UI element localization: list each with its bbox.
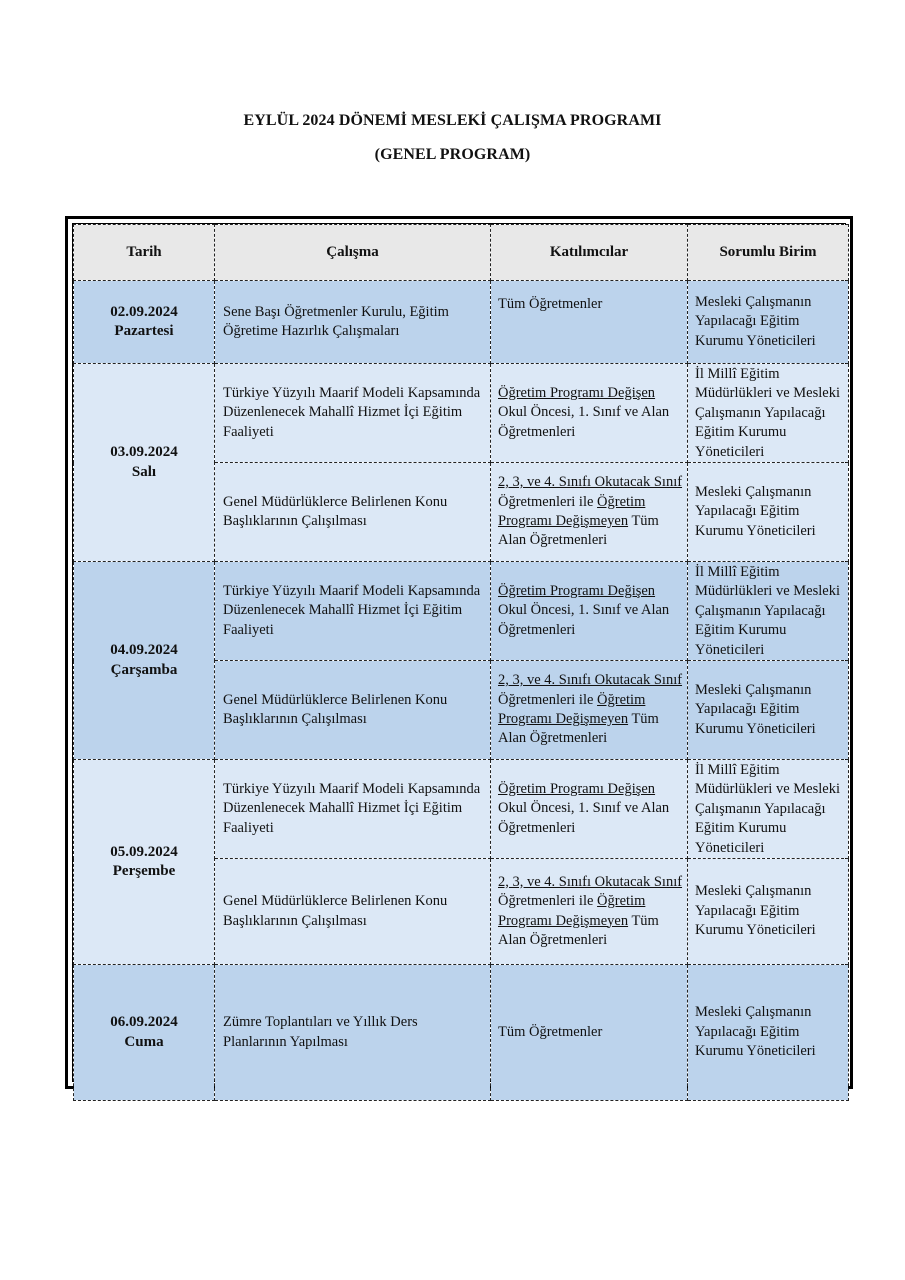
day-name: Cuma <box>124 1033 164 1050</box>
program-table-inner-frame <box>72 223 846 1082</box>
day-name: Çarşamba <box>110 661 178 678</box>
work-cell: Türkiye Yüzyılı Maarif Modeli Kapsamında Düzenlenecek Mahallî Hizmet İçi Eğitim Faaliyeti <box>215 364 491 463</box>
work-cell: Genel Müdürlüklerce Belirlenen Konu Başlıklarının Çalışılması <box>215 859 491 965</box>
header-date: Tarih <box>74 225 215 281</box>
header-participants: Katılımcılar <box>491 225 688 281</box>
date-value: 02.09.2024 <box>110 303 178 320</box>
responsible-cell: İl Millî Eğitim Müdürlükleri ve Mesleki Çalışmanın Yapılacağı Eğitim Kurumu Yöneticileri <box>688 760 849 859</box>
date-cell <box>74 965 215 1101</box>
participants-underlined: 2, 3, ve 4. Sınıfı Okutacak Sınıf <box>498 873 683 890</box>
participants-cell: Tüm Öğretmenler <box>491 965 688 1101</box>
participants-underlined: Öğretim Programı Değişen <box>498 582 656 599</box>
participants-text: Tüm Alan Öğretmenleri <box>498 912 659 948</box>
participants-text: Öğretmenleri ile <box>498 691 598 708</box>
participants-underlined: Öğretim Programı Değişen <box>498 384 656 401</box>
header-responsible: Sorumlu Birim <box>688 225 849 281</box>
responsible-cell: Mesleki Çalışmanın Yapılacağı Eğitim Kurumu Yöneticileri <box>688 281 849 364</box>
work-cell: Türkiye Yüzyılı Maarif Modeli Kapsamında Düzenlenecek Mahallî Hizmet İçi Eğitim Faaliyeti <box>215 562 491 661</box>
participants-text: Öğretmenleri ile <box>498 493 598 510</box>
participants-cell <box>491 463 688 562</box>
date-value: 03.09.2024 <box>110 444 178 461</box>
responsible-cell: İl Millî Eğitim Müdürlükleri ve Mesleki Çalışmanın Yapılacağı Eğitim Kurumu Yöneticileri <box>688 364 849 463</box>
participants-underlined: Öğretim Programı Değişmeyen <box>498 493 646 530</box>
participants-cell <box>491 364 688 463</box>
work-cell: Zümre Toplantıları ve Yıllık Ders Planlarının Yapılması <box>215 965 491 1101</box>
participants-cell <box>491 562 688 661</box>
participants-text: Tüm Alan Öğretmenleri <box>498 513 659 549</box>
date-cell <box>74 281 215 364</box>
participants-text: Okul Öncesi, 1. Sınıf ve Alan Öğretmenleri <box>498 404 670 440</box>
work-cell: Genel Müdürlüklerce Belirlenen Konu Başlıklarının Çalışılması <box>215 661 491 760</box>
date-value: 05.09.2024 <box>110 843 178 860</box>
responsible-cell: İl Millî Eğitim Müdürlükleri ve Mesleki Çalışmanın Yapılacağı Eğitim Kurumu Yöneticileri <box>688 562 849 661</box>
date-cell <box>74 364 215 562</box>
day-name: Pazartesi <box>114 323 174 339</box>
date-value: 06.09.2024 <box>110 1014 178 1031</box>
work-cell: Genel Müdürlüklerce Belirlenen Konu Başlıklarının Çalışılması <box>215 463 491 562</box>
participants-text: Tüm Alan Öğretmenleri <box>498 711 659 747</box>
program-table <box>73 224 849 1101</box>
document-subtitle: (GENEL PROGRAM) <box>374 146 531 163</box>
date-cell <box>74 562 215 760</box>
day-name: Perşembe <box>112 863 176 880</box>
participants-underlined: Öğretim Programı Değişmeyen <box>498 893 646 929</box>
program-table-frame <box>65 216 853 1089</box>
participants-text: Öğretmenleri ile <box>498 893 598 910</box>
header-work: Çalışma <box>215 225 491 281</box>
table-row <box>74 281 849 364</box>
participants-cell <box>491 859 688 965</box>
work-cell: Türkiye Yüzyılı Maarif Modeli Kapsamında Düzenlenecek Mahallî Hizmet İçi Eğitim Faaliyeti <box>215 760 491 859</box>
date-value: 04.09.2024 <box>110 642 178 659</box>
responsible-cell: Mesleki Çalışmanın Yapılacağı Eğitim Kurumu Yöneticileri <box>688 661 849 760</box>
table-row <box>74 965 849 1101</box>
table-row <box>74 562 849 661</box>
participants-underlined: Öğretim Programı Değişen <box>498 780 656 797</box>
table-row <box>74 364 849 463</box>
participants-underlined: 2, 3, ve 4. Sınıfı Okutacak Sınıf <box>498 474 683 491</box>
work-cell: Sene Başı Öğretmenler Kurulu, Eğitim Öğretime Hazırlık Çalışmaları <box>215 281 491 364</box>
participants-cell <box>491 661 688 760</box>
date-cell <box>74 760 215 965</box>
responsible-cell: Mesleki Çalışmanın Yapılacağı Eğitim Kurumu Yöneticileri <box>688 463 849 562</box>
participants-cell: Tüm Öğretmenler <box>491 281 688 364</box>
table-row <box>74 760 849 859</box>
day-name: Salı <box>131 463 157 480</box>
table-header-row <box>74 225 849 281</box>
responsible-cell: Mesleki Çalışmanın Yapılacağı Eğitim Kurumu Yöneticileri <box>688 859 849 965</box>
participants-text: Okul Öncesi, 1. Sınıf ve Alan Öğretmenleri <box>498 800 670 836</box>
responsible-cell: Mesleki Çalışmanın Yapılacağı Eğitim Kurumu Yöneticileri <box>688 965 849 1101</box>
document-title: EYLÜL 2024 DÖNEMİ MESLEKİ ÇALIŞMA PROGRAMI <box>243 112 662 129</box>
participants-underlined: Öğretim Programı Değişmeyen <box>498 691 646 728</box>
participants-text: Okul Öncesi, 1. Sınıf ve Alan Öğretmenleri <box>498 602 670 638</box>
participants-cell <box>491 760 688 859</box>
participants-underlined: 2, 3, ve 4. Sınıfı Okutacak Sınıf <box>498 672 683 689</box>
